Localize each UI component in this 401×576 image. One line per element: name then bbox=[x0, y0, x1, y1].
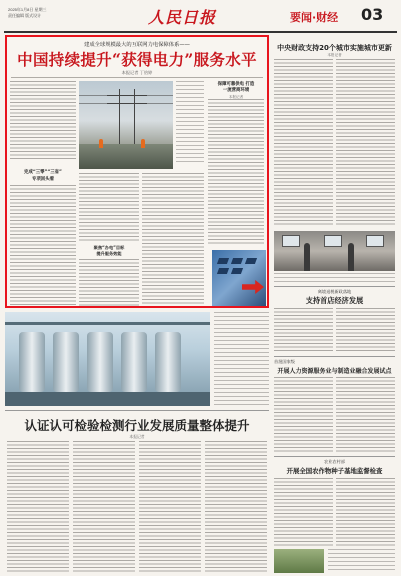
sidebar-title-line-1: 保障可靠供电 打造 bbox=[217, 82, 255, 87]
masthead-rule bbox=[4, 31, 397, 33]
pipe bbox=[5, 322, 210, 325]
storage-tank bbox=[19, 332, 45, 392]
solar-panel bbox=[231, 268, 243, 274]
sidebar-title bbox=[208, 81, 264, 100]
divider bbox=[5, 410, 269, 411]
subhead-2-line-1: 聚焦“办电”目标 bbox=[93, 245, 125, 250]
display-screen bbox=[366, 235, 384, 247]
photo-caption bbox=[328, 549, 395, 573]
divider bbox=[274, 356, 395, 357]
sidebar-byline: 本报记者 bbox=[228, 95, 244, 99]
body-text-block bbox=[336, 377, 395, 453]
divider bbox=[274, 456, 395, 457]
body-text-block bbox=[274, 308, 333, 353]
feature-subhead-2 bbox=[79, 245, 139, 257]
sidebar-text bbox=[208, 99, 264, 244]
subhead-1-line-2: 专项回头看 bbox=[32, 177, 54, 182]
solar-panel-graphic[interactable] bbox=[212, 250, 266, 306]
solar-panel bbox=[231, 258, 243, 264]
arrow-icon bbox=[242, 280, 264, 294]
masthead bbox=[0, 0, 401, 34]
storage-tank bbox=[121, 332, 147, 392]
body-text-block bbox=[10, 81, 76, 161]
body-text-block bbox=[205, 441, 267, 573]
body-text-block bbox=[10, 185, 76, 306]
section-title: 要闻·财经 bbox=[290, 11, 339, 24]
article-headline[interactable]: 支持首店经济发展 bbox=[305, 296, 364, 305]
article-headline[interactable]: 中央财政支持20个城市实施城市更新 bbox=[277, 44, 392, 52]
article-kicker: 农业农村部 bbox=[324, 459, 345, 464]
exhibition-photo[interactable] bbox=[274, 231, 395, 271]
photo-caption bbox=[176, 81, 204, 165]
body-text-block bbox=[274, 478, 333, 546]
worker-figure bbox=[99, 139, 103, 148]
worker-figure bbox=[141, 139, 145, 148]
body-text-block bbox=[274, 59, 333, 227]
photo-caption bbox=[274, 273, 395, 283]
person-figure bbox=[304, 243, 310, 271]
ground bbox=[79, 144, 173, 169]
feature-rule bbox=[11, 77, 263, 78]
solar-panel bbox=[217, 258, 229, 264]
sidebar-title-line-2: 一流营商环境 bbox=[222, 88, 250, 93]
feature-column-1 bbox=[10, 81, 76, 306]
storage-tank bbox=[53, 332, 79, 392]
subhead-1-line-1: 完成“三零”“三省” bbox=[24, 170, 62, 175]
body-text-block bbox=[139, 441, 201, 573]
tower-crossbeam bbox=[107, 103, 147, 104]
display-screen bbox=[282, 235, 300, 247]
edition-info: 责任编辑 版式设计 bbox=[8, 13, 42, 18]
lower-article-byline: 本报记者 bbox=[129, 434, 145, 439]
body-text-block bbox=[336, 59, 395, 227]
body-text-block bbox=[336, 478, 395, 546]
article-byline: 本报记者 bbox=[327, 53, 342, 57]
laboratory-photo[interactable] bbox=[5, 312, 210, 406]
body-text-block bbox=[274, 377, 333, 453]
body-text-block bbox=[79, 259, 139, 306]
person-figure bbox=[348, 243, 354, 271]
floor bbox=[5, 392, 210, 406]
article-headline[interactable]: 开展人力资源服务业与制造业融合发展试点 bbox=[277, 368, 392, 375]
body-text-block bbox=[7, 441, 69, 573]
article-kicker: 首批国家级 bbox=[274, 359, 295, 364]
feature-kicker: 建成全球规模最大的互联网力电保障体系—— bbox=[84, 42, 190, 48]
page-number: 03 bbox=[361, 5, 384, 24]
display-screen bbox=[324, 235, 342, 247]
field-photo[interactable] bbox=[274, 549, 324, 573]
storage-tank bbox=[155, 332, 181, 392]
newspaper-logo: 人民日报 bbox=[148, 8, 217, 27]
solar-panel bbox=[245, 258, 257, 264]
subhead-2-line-2: 提升服务效能 bbox=[96, 251, 122, 256]
feature-subhead-1 bbox=[10, 169, 76, 182]
lower-article-headline[interactable]: 认证认可检验检测行业发展质量整体提升 bbox=[24, 418, 250, 433]
article-headline[interactable]: 开展全国农作物种子基地监督检查 bbox=[286, 467, 383, 475]
issue-date: 2025年1月8日 星期三 bbox=[8, 7, 47, 12]
body-text-block bbox=[73, 441, 135, 573]
body-text-block bbox=[336, 308, 395, 353]
storage-tank bbox=[87, 332, 113, 392]
tower-crossbeam bbox=[107, 95, 147, 96]
article-kicker: 离境退税新政落地 bbox=[317, 289, 352, 294]
power-line-photo[interactable] bbox=[79, 81, 173, 169]
transmission-tower bbox=[119, 89, 135, 144]
divider bbox=[274, 286, 395, 287]
solar-panel bbox=[217, 268, 229, 274]
right-column bbox=[272, 35, 397, 576]
featured-article[interactable] bbox=[5, 35, 269, 308]
feature-byline: 本报记者 丁怡婷 bbox=[121, 70, 153, 75]
feature-column-3 bbox=[142, 173, 204, 306]
photo-caption bbox=[214, 312, 269, 406]
feature-headline[interactable]: 中国持续提升“获得电力”服务水平 bbox=[17, 50, 257, 69]
body-text-block bbox=[79, 173, 139, 241]
